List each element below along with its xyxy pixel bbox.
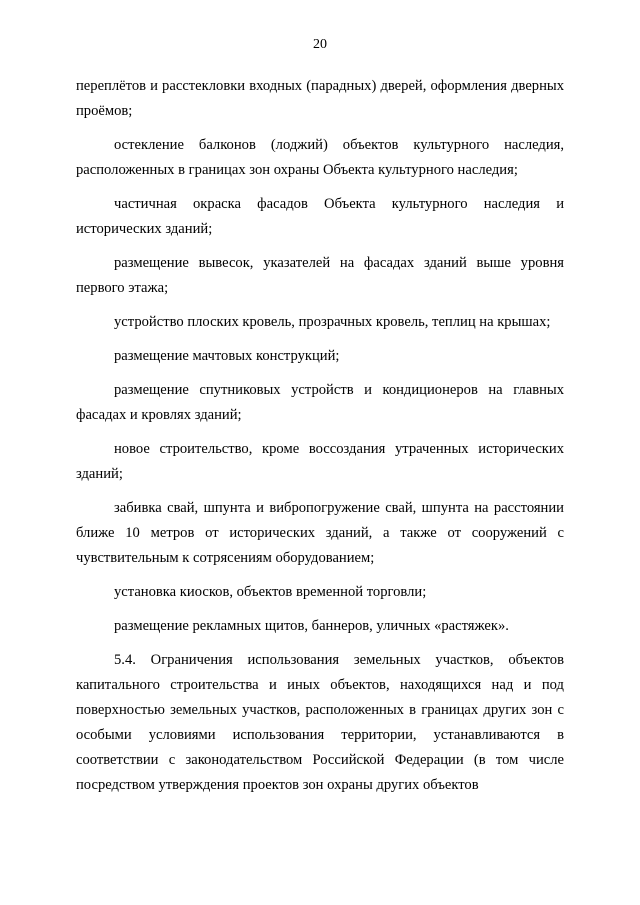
- list-item-signage: размещение вывесок, указателей на фасадах зданий выше уровня первого этажа;: [76, 255, 564, 296]
- list-item-billboards: размещение рекламных щитов, баннеров, уличных «растяжек».: [114, 618, 509, 634]
- page-number: 20: [313, 37, 327, 52]
- paragraph-continuation: переплётов и расстекловки входных (парадных) дверей, оформления дверных проёмов;: [76, 78, 564, 119]
- list-item-mast-structures: размещение мачтовых конструкций;: [114, 348, 340, 364]
- list-item-balcony-glazing: остекление балконов (лоджий) объектов культурного наследия, расположенных в границах зон охраны Объекта культурного наследия;: [76, 137, 564, 178]
- list-item-pile-driving: забивка свай, шпунта и вибропогружение свай, шпунта на расстоянии ближе 10 метров от исторических зданий, а также от сооружений с чувствительным к сотрясениям оборудованием;: [76, 500, 564, 566]
- list-item-kiosks: установка киосков, объектов временной торговли;: [114, 584, 427, 600]
- section-5-4-paragraph: 5.4. Ограничения использования земельных участков, объектов капитального строительства и иных объектов, находящихся над и под поверхностью земельных участков, расположенных в границах других зон с особыми условиями использования территории, устанавливаются в соответствии с законодательством Российской Федерации (в том числе посредством утверждения проектов зон охраны других объектов: [76, 652, 564, 793]
- list-item-facade-painting: частичная окраска фасадов Объекта культурного наследия и исторических зданий;: [76, 196, 564, 237]
- list-item-satellite-devices: размещение спутниковых устройств и кондиционеров на главных фасадах и кровлях зданий;: [76, 382, 564, 423]
- list-item-roofing: устройство плоских кровель, прозрачных кровель, теплиц на крышах;: [114, 314, 551, 330]
- document-body: [76, 74, 564, 807]
- list-item-new-construction: новое строительство, кроме воссоздания утраченных исторических зданий;: [76, 441, 564, 482]
